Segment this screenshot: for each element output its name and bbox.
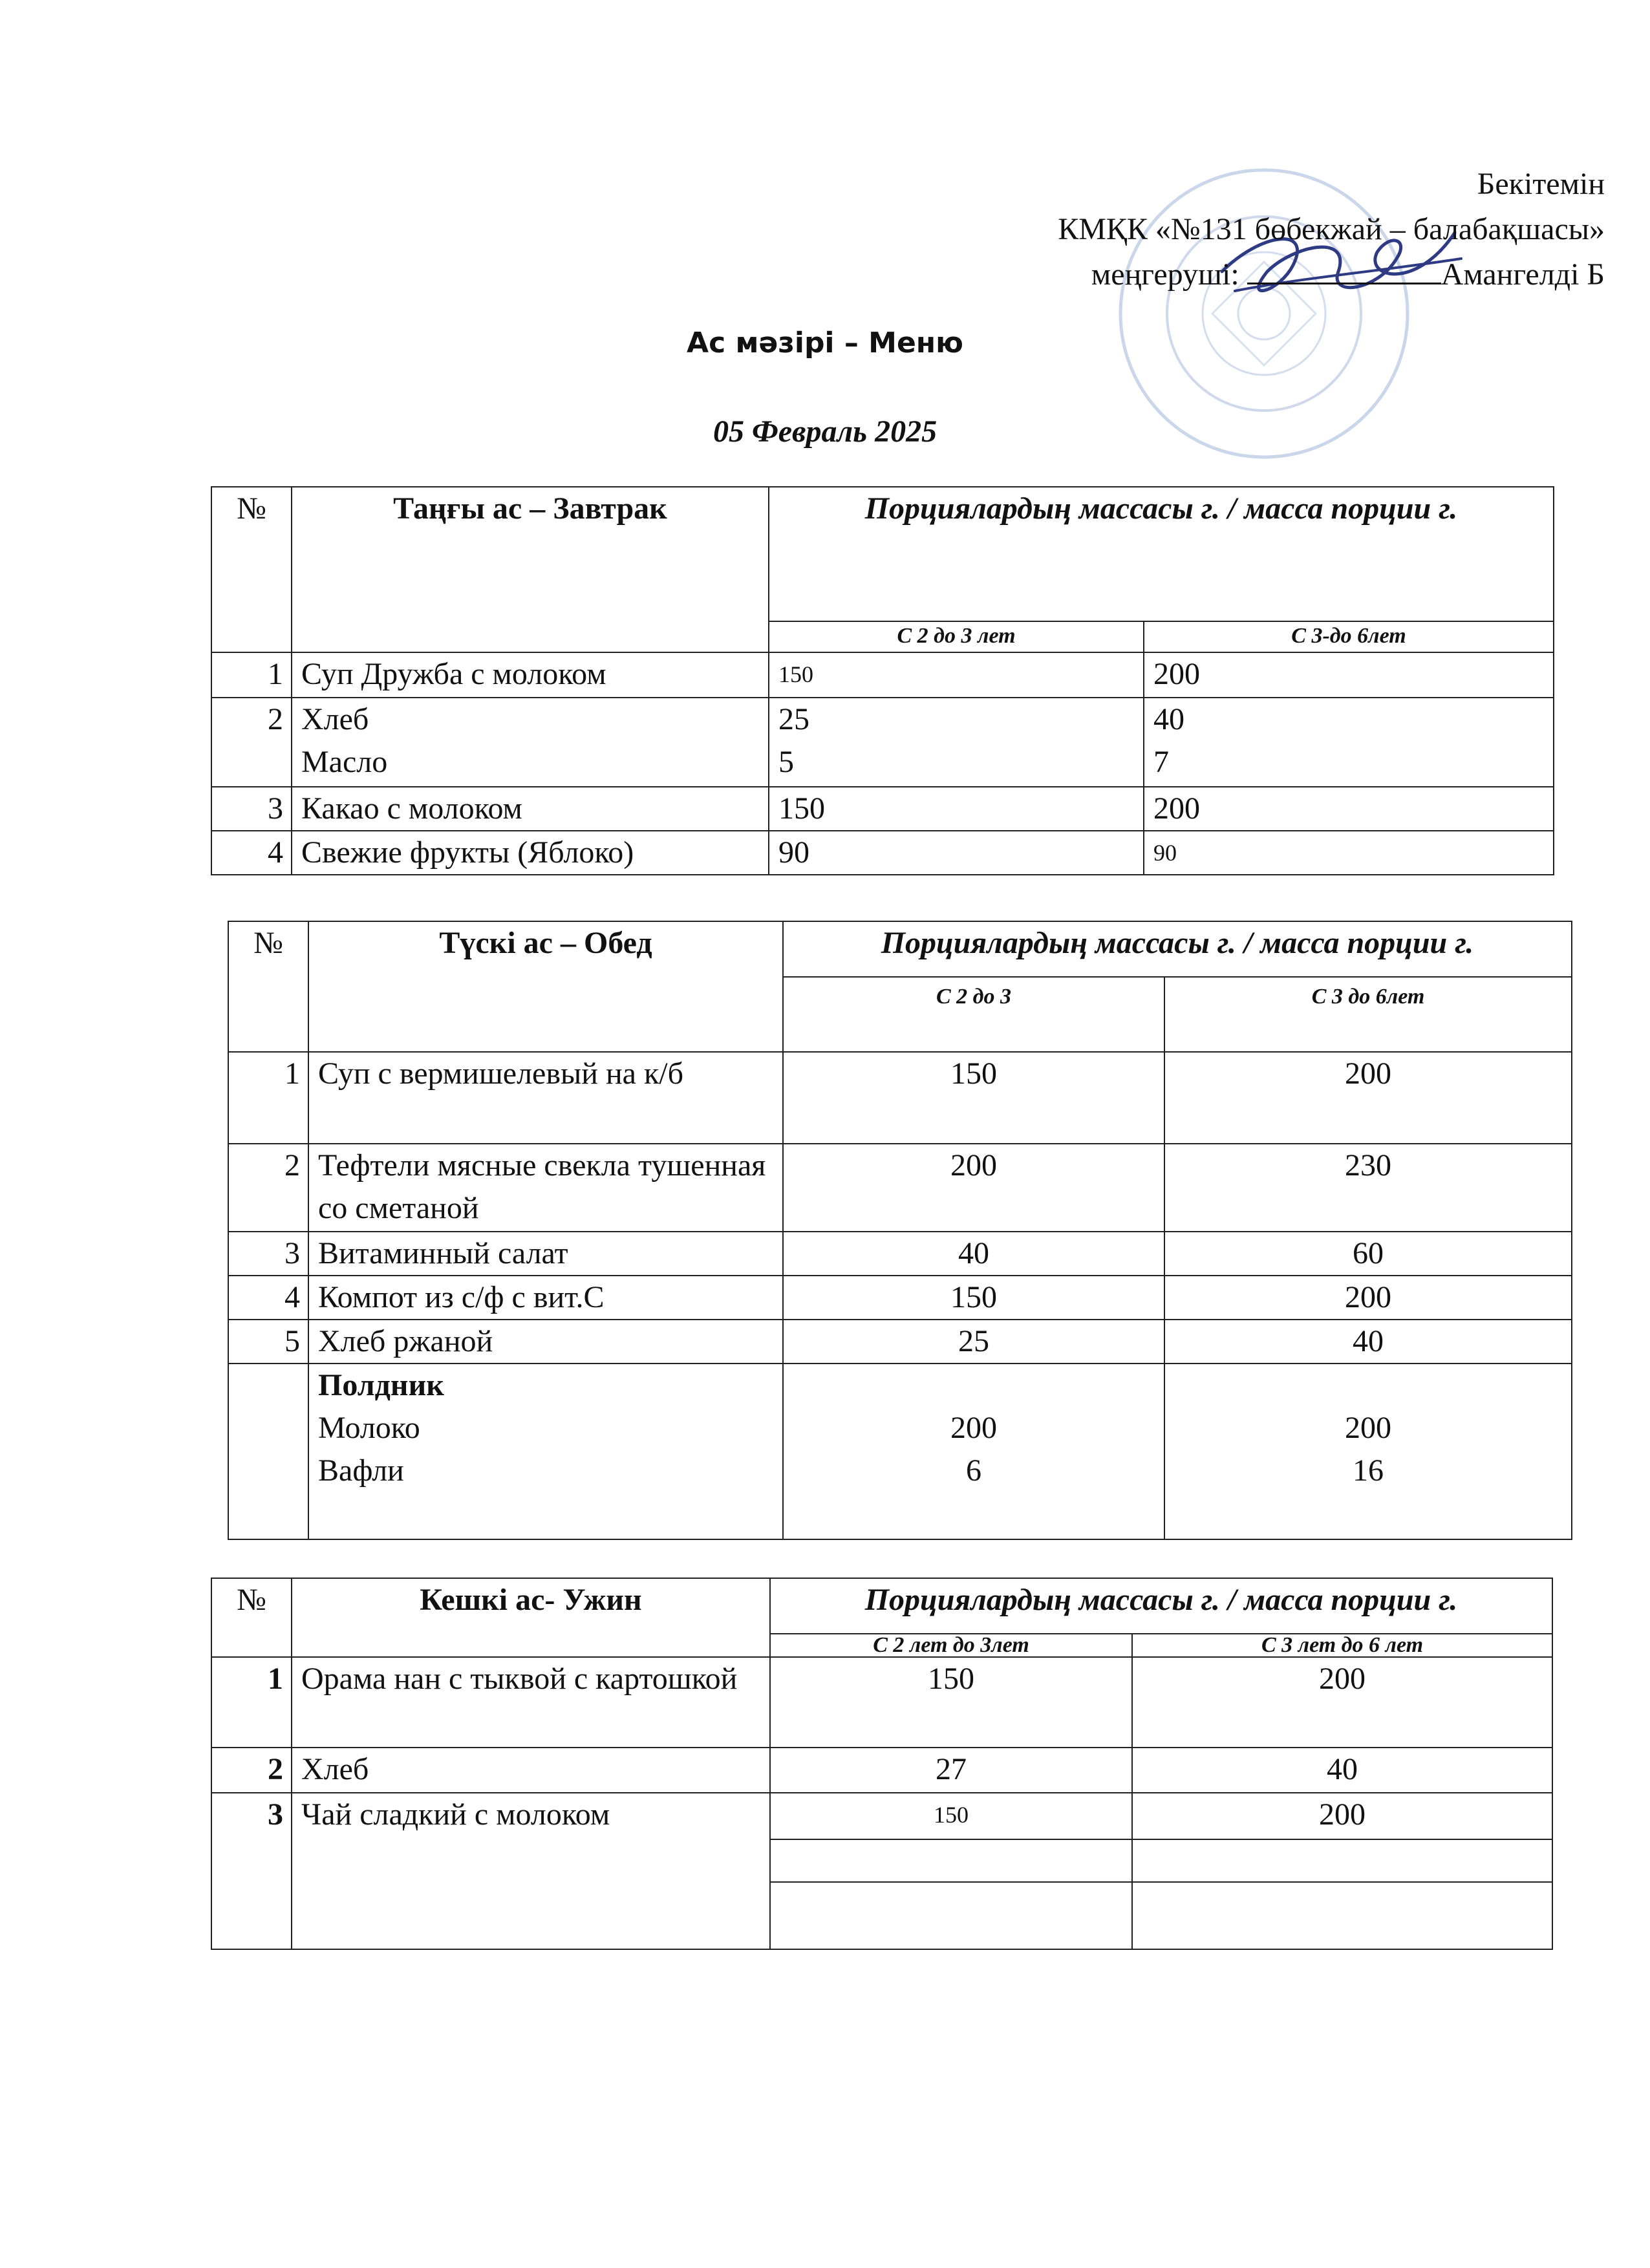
portion-2-3: 150 — [770, 1793, 1132, 1839]
portion-2-3: 200 — [783, 1144, 1164, 1232]
portion-value: 7 — [1153, 745, 1169, 779]
row-number: 4 — [211, 831, 292, 875]
portion-value: 200 — [950, 1411, 997, 1445]
approval-label: Бекітемін — [1477, 167, 1605, 201]
meal-header: Кешкі ас- Ужин — [292, 1578, 770, 1657]
portion-value: 5 — [778, 745, 794, 779]
portion-3-6: 200 — [1164, 1052, 1572, 1144]
table-row — [228, 1232, 1572, 1276]
portion-3-6: 40 — [1164, 1320, 1572, 1364]
age-group-2: С 3-до 6лет — [1144, 621, 1554, 652]
table-row — [211, 787, 1554, 831]
empty-cell — [1132, 1839, 1552, 1882]
table-row — [211, 652, 1554, 698]
dish-line: Вафли — [318, 1453, 404, 1488]
approval-block — [1058, 162, 1605, 297]
portion-2-3: 150 — [783, 1052, 1164, 1144]
dish-line: Молоко — [318, 1411, 420, 1445]
dish-name: Тефтели мясные свекла тушенная со сметаной — [308, 1144, 783, 1232]
mass-header: Порциялардың массасы г. / масса порции г. — [769, 487, 1554, 621]
age-group-1: С 2 до 3 — [783, 977, 1164, 1052]
row-number: 1 — [228, 1052, 308, 1144]
dish-name: Хлеб ржаной — [308, 1320, 783, 1364]
portion-3-6: 40 — [1132, 1748, 1552, 1793]
dish-name: Суп с вермишелевый на к/б — [308, 1052, 783, 1144]
age-group-2: С 3 до 6лет — [1164, 977, 1572, 1052]
meal-header: Түскі ас – Обед — [308, 921, 783, 1052]
dinner-table — [211, 1578, 1553, 1950]
mass-header: Порциялардың массасы г. / масса порции г. — [783, 921, 1572, 977]
empty-cell — [770, 1839, 1132, 1882]
portion-2-3 — [769, 698, 1144, 787]
table-row — [228, 1144, 1572, 1232]
row-number: 1 — [211, 1657, 292, 1748]
row-number: 2 — [228, 1144, 308, 1232]
portion-2-3: 150 — [769, 787, 1144, 831]
portion-2-3: 150 — [783, 1276, 1164, 1320]
portion-2-3 — [783, 1364, 1164, 1539]
portion-value: 200 — [1345, 1411, 1391, 1445]
head-name: Амангелді Б — [1441, 257, 1605, 292]
row-number: 2 — [211, 1748, 292, 1793]
portion-2-3: 90 — [769, 831, 1144, 875]
portion-3-6: 200 — [1144, 787, 1554, 831]
portion-value: 16 — [1353, 1453, 1384, 1488]
organization-name: КМҚК «№131 бөбекжай – балабақшасы» — [1058, 212, 1605, 246]
dish-name: Свежие фрукты (Яблоко) — [292, 831, 769, 875]
portion-3-6: 200 — [1144, 652, 1554, 698]
portion-value: 40 — [1153, 702, 1184, 736]
row-number: 3 — [211, 1793, 292, 1949]
table-row — [211, 1657, 1552, 1748]
portion-3-6 — [1144, 698, 1554, 787]
dish-name: Компот из с/ф с вит.С — [308, 1276, 783, 1320]
portion-2-3: 150 — [770, 1657, 1132, 1748]
table-row — [228, 1320, 1572, 1364]
row-number: 2 — [211, 698, 292, 787]
table-row — [211, 831, 1554, 875]
head-label: меңгеруші: — [1091, 257, 1239, 292]
portion-3-6: 200 — [1164, 1276, 1572, 1320]
dish-name: Хлеб — [292, 1748, 770, 1793]
row-number: 3 — [211, 787, 292, 831]
dish-name: Орама нан с тыквой с картошкой — [292, 1657, 770, 1748]
breakfast-table — [211, 486, 1554, 875]
portion-3-6 — [1164, 1364, 1572, 1539]
mass-header: Порциялардың массасы г. / масса порции г. — [770, 1578, 1552, 1634]
snack-items — [308, 1364, 783, 1539]
age-group-2: С 3 лет до 6 лет — [1132, 1634, 1552, 1657]
dish-name: Витаминный салат — [308, 1232, 783, 1276]
age-group-1: С 2 до 3 лет — [769, 621, 1144, 652]
portion-3-6: 90 — [1144, 831, 1554, 875]
table-row — [211, 698, 1554, 787]
snack-title: Полдник — [318, 1368, 444, 1402]
dish-line: Хлеб — [301, 702, 369, 736]
dish-name: Какао с молоком — [292, 787, 769, 831]
row-number: 4 — [228, 1276, 308, 1320]
number-header: № — [228, 921, 308, 1052]
row-number: 1 — [211, 652, 292, 698]
dish-name: Суп Дружба с молоком — [292, 652, 769, 698]
portion-value: 25 — [778, 702, 809, 736]
dish-name — [292, 698, 769, 787]
portion-2-3: 40 — [783, 1232, 1164, 1276]
age-group-1: С 2 лет до 3лет — [770, 1634, 1132, 1657]
document-title: Ас мәзірі – Меню — [687, 326, 963, 359]
dish-line: Масло — [301, 745, 388, 779]
snack-row — [228, 1364, 1572, 1539]
table-row — [211, 1793, 1552, 1839]
document-date: 05 Февраль 2025 — [712, 414, 938, 449]
portion-2-3: 25 — [783, 1320, 1164, 1364]
signature-underline — [1247, 257, 1441, 284]
empty-cell — [1132, 1882, 1552, 1949]
table-row — [228, 1276, 1572, 1320]
table-row — [228, 1052, 1572, 1144]
dish-name: Чай сладкий с молоком — [292, 1793, 770, 1949]
portion-2-3: 27 — [770, 1748, 1132, 1793]
row-number — [228, 1364, 308, 1539]
empty-cell — [770, 1882, 1132, 1949]
head-signature-line — [1058, 252, 1605, 297]
table-row — [211, 1748, 1552, 1793]
portion-3-6: 60 — [1164, 1232, 1572, 1276]
row-number: 3 — [228, 1232, 308, 1276]
row-number: 5 — [228, 1320, 308, 1364]
portion-3-6: 200 — [1132, 1793, 1552, 1839]
number-header: № — [211, 487, 292, 652]
portion-value: 6 — [966, 1453, 981, 1488]
lunch-table — [228, 921, 1572, 1540]
portion-3-6: 200 — [1132, 1657, 1552, 1748]
number-header: № — [211, 1578, 292, 1657]
portion-3-6: 230 — [1164, 1144, 1572, 1232]
meal-header: Таңғы ас – Завтрак — [292, 487, 769, 652]
portion-2-3: 150 — [769, 652, 1144, 698]
